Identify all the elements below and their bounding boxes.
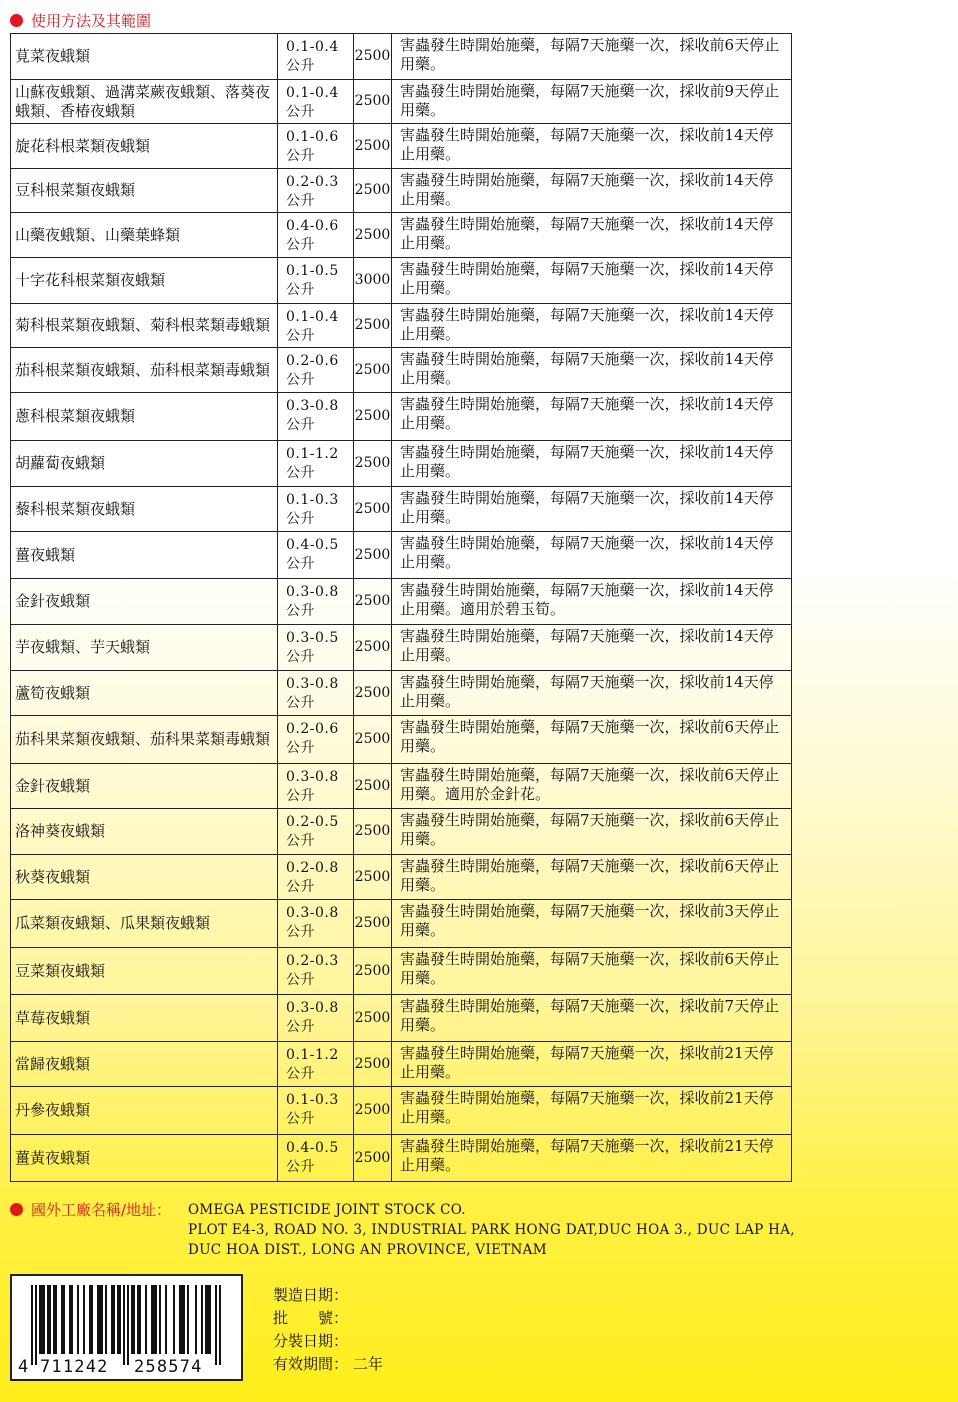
dosage-range: 0.1-0.5 xyxy=(286,263,339,279)
application-note-cell: 害蟲發生時開始施藥，每隔7天施藥一次，採收前14天停止用藥。 xyxy=(392,441,792,487)
dosage-range: 0.1-1.2 xyxy=(286,1047,339,1063)
dosage-range: 0.3-0.8 xyxy=(286,584,339,600)
dosage-unit: 公升 xyxy=(286,237,315,253)
crop-pest-cell: 豆科根菜類夜蛾類 xyxy=(11,169,278,213)
application-note-cell: 害蟲發生時開始施藥，每隔7天施藥一次，採收前7天停止用藥。 xyxy=(392,995,792,1042)
dosage-unit: 公升 xyxy=(286,649,315,665)
application-note-cell: 害蟲發生時開始施藥，每隔7天施藥一次，採收前9天停止用藥。 xyxy=(392,80,792,124)
barcode-bar xyxy=(209,1285,211,1354)
dosage-range: 0.3-0.8 xyxy=(286,676,339,692)
crop-pest-cell: 秋葵夜蛾類 xyxy=(11,855,278,900)
bullet-dot-icon xyxy=(10,1203,23,1216)
barcode-bar xyxy=(111,1285,113,1354)
dilution-cell: 2500 xyxy=(354,441,392,487)
dilution-cell: 2500 xyxy=(354,1042,392,1087)
dilution-cell: 2500 xyxy=(354,625,392,671)
dilution-cell: 2500 xyxy=(354,671,392,716)
manufacturer-address-line: PLOT E4-3, ROAD NO. 3, INDUSTRIAL PARK HONG DAT,DUC HOA 3., DUC LAP HA, xyxy=(188,1222,795,1238)
label-field-value: 二年 xyxy=(353,1355,384,1373)
barcode xyxy=(10,1274,243,1381)
label-field-name: 分裝日期： xyxy=(273,1332,349,1350)
barcode-bar xyxy=(47,1285,49,1354)
crop-pest-cell: 草莓夜蛾類 xyxy=(11,995,278,1042)
dilution-cell: 2500 xyxy=(354,124,392,169)
usage-table-row xyxy=(11,124,792,169)
dosage-range: 0.1-0.4 xyxy=(286,85,339,101)
application-note-cell: 害蟲發生時開始施藥，每隔7天施藥一次，採收前14天停止用藥。 xyxy=(392,124,792,169)
dosage-unit: 公升 xyxy=(286,417,315,433)
dosage-range: 0.4-0.6 xyxy=(286,218,339,234)
dosage-unit: 公升 xyxy=(286,1019,315,1035)
crop-pest-cell: 胡蘿蔔夜蛾類 xyxy=(11,441,278,487)
usage-table-row xyxy=(11,258,792,304)
application-note-cell: 害蟲發生時開始施藥，每隔7天施藥一次，採收前6天停止用藥。 xyxy=(392,716,792,764)
usage-table-row xyxy=(11,532,792,579)
label-field-row xyxy=(273,1284,383,1307)
dosage-cell xyxy=(278,1087,354,1135)
dosage-unit: 公升 xyxy=(286,924,315,940)
barcode-bar xyxy=(195,1285,197,1354)
dosage-range: 0.1-0.4 xyxy=(286,309,339,325)
crop-pest-cell: 山蘇夜蛾類、過溝菜蕨夜蛾類、落葵夜蛾類、香椿夜蛾類 xyxy=(11,80,278,124)
manufacturer-label: 國外工廠名稱/地址： xyxy=(31,1201,172,1219)
dosage-range: 0.2-0.5 xyxy=(286,814,339,830)
barcode-bar xyxy=(201,1285,203,1354)
barcode-bar xyxy=(69,1285,71,1354)
crop-pest-cell: 金針夜蛾類 xyxy=(11,579,278,625)
usage-table-row xyxy=(11,995,792,1042)
barcode-digits-right: 258574 xyxy=(134,1357,203,1377)
dosage-cell xyxy=(278,900,354,948)
barcode-bar xyxy=(155,1285,157,1354)
barcode-bar xyxy=(207,1285,209,1354)
dilution-cell: 2500 xyxy=(354,900,392,948)
dosage-unit: 公升 xyxy=(286,833,315,849)
usage-table-row xyxy=(11,716,792,764)
application-note-cell: 害蟲發生時開始施藥，每隔7天施藥一次，採收前6天停止用藥。 xyxy=(392,948,792,995)
usage-table-row xyxy=(11,1042,792,1087)
usage-table-row xyxy=(11,948,792,995)
dilution-cell: 2500 xyxy=(354,348,392,393)
dosage-unit: 公升 xyxy=(286,328,315,344)
dilution-cell: 2500 xyxy=(354,34,392,80)
crop-pest-cell: 瓜菜類夜蛾類、瓜果類夜蛾類 xyxy=(11,900,278,948)
usage-table-row xyxy=(11,348,792,393)
barcode-bar xyxy=(35,1285,37,1365)
crop-pest-cell: 菊科根菜類夜蛾類、菊科根菜類毒蛾類 xyxy=(11,304,278,348)
dilution-cell: 3000 xyxy=(354,258,392,304)
dosage-cell xyxy=(278,1042,354,1087)
dilution-cell: 2500 xyxy=(354,213,392,258)
barcode-bar xyxy=(53,1285,55,1354)
dosage-range: 0.2-0.6 xyxy=(286,353,339,369)
dosage-cell xyxy=(278,487,354,532)
dosage-cell xyxy=(278,532,354,579)
application-note-cell: 害蟲發生時開始施藥，每隔7天施藥一次，採收前14天停止用藥。 xyxy=(392,393,792,441)
application-note-cell: 害蟲發生時開始施藥，每隔7天施藥一次，採收前14天停止用藥。 xyxy=(392,258,792,304)
usage-table-row xyxy=(11,487,792,532)
dosage-unit: 公升 xyxy=(286,603,315,619)
barcode-bar xyxy=(117,1285,119,1354)
usage-section-title: 使用方法及其範圍 xyxy=(31,12,152,30)
crop-pest-cell: 當歸夜蛾類 xyxy=(11,1042,278,1087)
dosage-cell xyxy=(278,34,354,80)
crop-pest-cell: 茄科果菜類夜蛾類、茄科果菜類毒蛾類 xyxy=(11,716,278,764)
dosage-unit: 公升 xyxy=(286,879,315,895)
label-field-row xyxy=(273,1353,383,1376)
dosage-range: 0.3-0.8 xyxy=(286,769,339,785)
barcode-bar xyxy=(89,1285,91,1354)
barcode-bar xyxy=(179,1285,181,1354)
usage-table-row xyxy=(11,34,792,80)
application-note-cell: 害蟲發生時開始施藥，每隔7天施藥一次，採收前14天停止用藥。 xyxy=(392,532,792,579)
dosage-unit: 公升 xyxy=(286,193,315,209)
barcode-bar xyxy=(215,1285,217,1365)
crop-pest-cell: 蘆筍夜蛾類 xyxy=(11,671,278,716)
dosage-range: 0.2-0.6 xyxy=(286,721,339,737)
barcode-bar xyxy=(159,1285,161,1354)
dosage-cell xyxy=(278,348,354,393)
application-note-cell: 害蟲發生時開始施藥，每隔7天施藥一次，採收前6天停止用藥。 xyxy=(392,809,792,855)
barcode-bar xyxy=(127,1285,129,1365)
usage-table-row xyxy=(11,625,792,671)
crop-pest-cell: 藜科根菜類夜蛾類 xyxy=(11,487,278,532)
dilution-cell: 2500 xyxy=(354,855,392,900)
barcode-bar xyxy=(99,1285,101,1354)
barcode-bar xyxy=(101,1285,103,1354)
dosage-unit: 公升 xyxy=(286,1159,315,1175)
usage-table-row xyxy=(11,169,792,213)
label-fields xyxy=(273,1284,383,1376)
usage-table-row xyxy=(11,1135,792,1182)
crop-pest-cell: 莧菜夜蛾類 xyxy=(11,34,278,80)
usage-table-row xyxy=(11,855,792,900)
barcode-bar xyxy=(71,1285,73,1354)
dosage-cell xyxy=(278,393,354,441)
label-field-row xyxy=(273,1330,383,1353)
dosage-range: 0.1-1.2 xyxy=(286,446,339,462)
usage-table-row xyxy=(11,393,792,441)
dilution-cell: 2500 xyxy=(354,764,392,809)
crop-pest-cell: 洛神葵夜蛾類 xyxy=(11,809,278,855)
crop-pest-cell: 芋夜蛾類、芋天蛾類 xyxy=(11,625,278,671)
dosage-unit: 公升 xyxy=(286,1111,315,1127)
barcode-bar xyxy=(77,1285,79,1354)
dosage-range: 0.3-0.8 xyxy=(286,1000,339,1016)
dosage-cell xyxy=(278,169,354,213)
dilution-cell: 2500 xyxy=(354,169,392,213)
application-note-cell: 害蟲發生時開始施藥，每隔7天施藥一次，採收前3天停止用藥。 xyxy=(392,900,792,948)
dosage-range: 0.4-0.5 xyxy=(286,537,339,553)
dosage-range: 0.2-0.3 xyxy=(286,174,339,190)
dosage-unit: 公升 xyxy=(286,788,315,804)
usage-table-row xyxy=(11,764,792,809)
dilution-cell: 2500 xyxy=(354,80,392,124)
dilution-cell: 2500 xyxy=(354,1135,392,1182)
bullet-dot-icon xyxy=(10,14,23,27)
usage-section-heading xyxy=(10,10,151,31)
usage-table-row xyxy=(11,80,792,124)
dosage-cell xyxy=(278,809,354,855)
barcode-bar xyxy=(173,1285,175,1354)
label-field-name: 有效期間： xyxy=(273,1355,349,1373)
application-note-cell: 害蟲發生時開始施藥，每隔7天施藥一次，採收前6天停止用藥。 xyxy=(392,34,792,80)
application-note-cell: 害蟲發生時開始施藥，每隔7天施藥一次，採收前14天停止用藥。 xyxy=(392,487,792,532)
dosage-unit: 公升 xyxy=(286,740,315,756)
crop-pest-cell: 蔥科根菜類夜蛾類 xyxy=(11,393,278,441)
dosage-unit: 公升 xyxy=(286,465,315,481)
crop-pest-cell: 山藥夜蛾類、山藥葉蜂類 xyxy=(11,213,278,258)
usage-table xyxy=(10,33,792,1182)
usage-table-row xyxy=(11,809,792,855)
barcode-bar xyxy=(133,1285,135,1354)
barcode-bar xyxy=(139,1285,141,1354)
dosage-unit: 公升 xyxy=(286,372,315,388)
crop-pest-cell: 丹參夜蛾類 xyxy=(11,1087,278,1135)
dosage-cell xyxy=(278,124,354,169)
application-note-cell: 害蟲發生時開始施藥，每隔7天施藥一次，採收前14天停止用藥。 xyxy=(392,671,792,716)
dosage-range: 0.2-0.3 xyxy=(286,953,339,969)
dilution-cell: 2500 xyxy=(354,995,392,1042)
usage-table-row xyxy=(11,213,792,258)
barcode-digits-left: 711242 xyxy=(40,1357,109,1377)
barcode-bar xyxy=(41,1285,43,1354)
application-note-cell: 害蟲發生時開始施藥，每隔7天施藥一次，採收前6天停止用藥。適用於金針花。 xyxy=(392,764,792,809)
barcode-bar xyxy=(151,1285,153,1354)
application-note-cell: 害蟲發生時開始施藥，每隔7天施藥一次，採收前14天停止用藥。適用於碧玉筍。 xyxy=(392,579,792,625)
dilution-cell: 2500 xyxy=(354,579,392,625)
dosage-range: 0.1-0.4 xyxy=(286,39,339,55)
dosage-unit: 公升 xyxy=(286,148,315,164)
usage-table-row xyxy=(11,671,792,716)
dosage-cell xyxy=(278,258,354,304)
manufacturer-address xyxy=(188,1200,795,1260)
barcode-bar xyxy=(63,1285,65,1354)
dosage-cell xyxy=(278,948,354,995)
dosage-unit: 公升 xyxy=(286,972,315,988)
dosage-cell xyxy=(278,80,354,124)
barcode-bar xyxy=(61,1285,63,1354)
dosage-cell xyxy=(278,995,354,1042)
application-note-cell: 害蟲發生時開始施藥，每隔7天施藥一次，採收前21天停止用藥。 xyxy=(392,1042,792,1087)
dosage-cell xyxy=(278,1135,354,1182)
application-note-cell: 害蟲發生時開始施藥，每隔7天施藥一次，採收前14天停止用藥。 xyxy=(392,348,792,393)
dilution-cell: 2500 xyxy=(354,304,392,348)
dosage-cell xyxy=(278,625,354,671)
crop-pest-cell: 豆菜類夜蛾類 xyxy=(11,948,278,995)
application-note-cell: 害蟲發生時開始施藥，每隔7天施藥一次，採收前21天停止用藥。 xyxy=(392,1135,792,1182)
dosage-unit: 公升 xyxy=(286,695,315,711)
barcode-bar xyxy=(187,1285,189,1354)
dosage-range: 0.3-0.5 xyxy=(286,630,339,646)
application-note-cell: 害蟲發生時開始施藥，每隔7天施藥一次，採收前14天停止用藥。 xyxy=(392,304,792,348)
barcode-digit-first: 4 xyxy=(18,1357,30,1377)
dilution-cell: 2500 xyxy=(354,948,392,995)
application-note-cell: 害蟲發生時開始施藥，每隔7天施藥一次，採收前14天停止用藥。 xyxy=(392,213,792,258)
crop-pest-cell: 旋花科根菜類夜蛾類 xyxy=(11,124,278,169)
crop-pest-cell: 十字花科根菜類夜蛾類 xyxy=(11,258,278,304)
barcode-bar xyxy=(123,1285,125,1365)
barcode-bar xyxy=(83,1285,85,1354)
barcode-bar xyxy=(137,1285,139,1354)
dosage-range: 0.1-0.3 xyxy=(286,492,339,508)
usage-table-row xyxy=(11,304,792,348)
dosage-cell xyxy=(278,855,354,900)
crop-pest-cell: 金針夜蛾類 xyxy=(11,764,278,809)
barcode-bar xyxy=(55,1285,57,1354)
crop-pest-cell: 薑黃夜蛾類 xyxy=(11,1135,278,1182)
dosage-cell xyxy=(278,304,354,348)
dosage-unit: 公升 xyxy=(286,511,315,527)
dilution-cell: 2500 xyxy=(354,716,392,764)
application-note-cell: 害蟲發生時開始施藥，每隔7天施藥一次，採收前21天停止用藥。 xyxy=(392,1087,792,1135)
dosage-range: 0.3-0.8 xyxy=(286,398,339,414)
barcode-bar xyxy=(49,1285,51,1354)
application-note-cell: 害蟲發生時開始施藥，每隔7天施藥一次，採收前14天停止用藥。 xyxy=(392,169,792,213)
usage-table-row xyxy=(11,1087,792,1135)
barcode-bar xyxy=(39,1285,41,1354)
barcode-graphic xyxy=(12,1276,241,1379)
manufacturer-address-line: DUC HOA DIST., LONG AN PROVINCE, VIETNAM xyxy=(188,1242,547,1258)
barcode-bar xyxy=(183,1285,185,1354)
usage-table-row xyxy=(11,579,792,625)
dosage-unit: 公升 xyxy=(286,282,315,298)
barcode-bar xyxy=(119,1285,121,1354)
crop-pest-cell: 茄科根菜類夜蛾類、茄科根菜類毒蛾類 xyxy=(11,348,278,393)
barcode-bar xyxy=(97,1285,99,1354)
crop-pest-cell: 薑夜蛾類 xyxy=(11,532,278,579)
usage-table-row xyxy=(11,441,792,487)
barcode-bar xyxy=(153,1285,155,1354)
barcode-bar xyxy=(105,1285,107,1354)
dilution-cell: 2500 xyxy=(354,393,392,441)
label-field-name: 批 號： xyxy=(273,1309,349,1327)
dilution-cell: 2500 xyxy=(354,809,392,855)
dosage-range: 0.2-0.8 xyxy=(286,860,339,876)
application-note-cell: 害蟲發生時開始施藥，每隔7天施藥一次，採收前14天停止用藥。 xyxy=(392,625,792,671)
dosage-cell xyxy=(278,579,354,625)
barcode-bar xyxy=(145,1285,147,1354)
barcode-bar xyxy=(165,1285,167,1354)
dosage-cell xyxy=(278,441,354,487)
dosage-cell xyxy=(278,764,354,809)
barcode-bar xyxy=(131,1285,133,1354)
dosage-range: 0.1-0.3 xyxy=(286,1092,339,1108)
dilution-cell: 2500 xyxy=(354,487,392,532)
dosage-range: 0.4-0.5 xyxy=(286,1140,339,1156)
dosage-unit: 公升 xyxy=(286,1066,315,1082)
label-field-name: 製造日期： xyxy=(273,1286,349,1304)
dosage-range: 0.3-0.8 xyxy=(286,905,339,921)
application-note-cell: 害蟲發生時開始施藥，每隔7天施藥一次，採收前6天停止用藥。 xyxy=(392,855,792,900)
barcode-bar xyxy=(91,1285,93,1354)
dilution-cell: 2500 xyxy=(354,1087,392,1135)
manufacturer-name: OMEGA PESTICIDE JOINT STOCK CO. xyxy=(188,1202,466,1218)
manufacturer-heading xyxy=(10,1199,171,1220)
label-field-row xyxy=(273,1307,383,1330)
usage-table-row xyxy=(11,900,792,948)
dosage-unit: 公升 xyxy=(286,58,315,74)
dosage-cell xyxy=(278,716,354,764)
barcode-bar xyxy=(181,1285,183,1354)
dosage-cell xyxy=(278,213,354,258)
dilution-cell: 2500 xyxy=(354,532,392,579)
barcode-bar xyxy=(113,1285,115,1354)
dosage-range: 0.1-0.6 xyxy=(286,129,339,145)
barcode-bar xyxy=(43,1285,45,1354)
barcode-bar xyxy=(31,1285,33,1365)
dosage-cell xyxy=(278,671,354,716)
dosage-unit: 公升 xyxy=(286,556,315,572)
dosage-unit: 公升 xyxy=(286,104,315,120)
barcode-bar xyxy=(205,1285,207,1354)
barcode-bar xyxy=(219,1285,221,1365)
